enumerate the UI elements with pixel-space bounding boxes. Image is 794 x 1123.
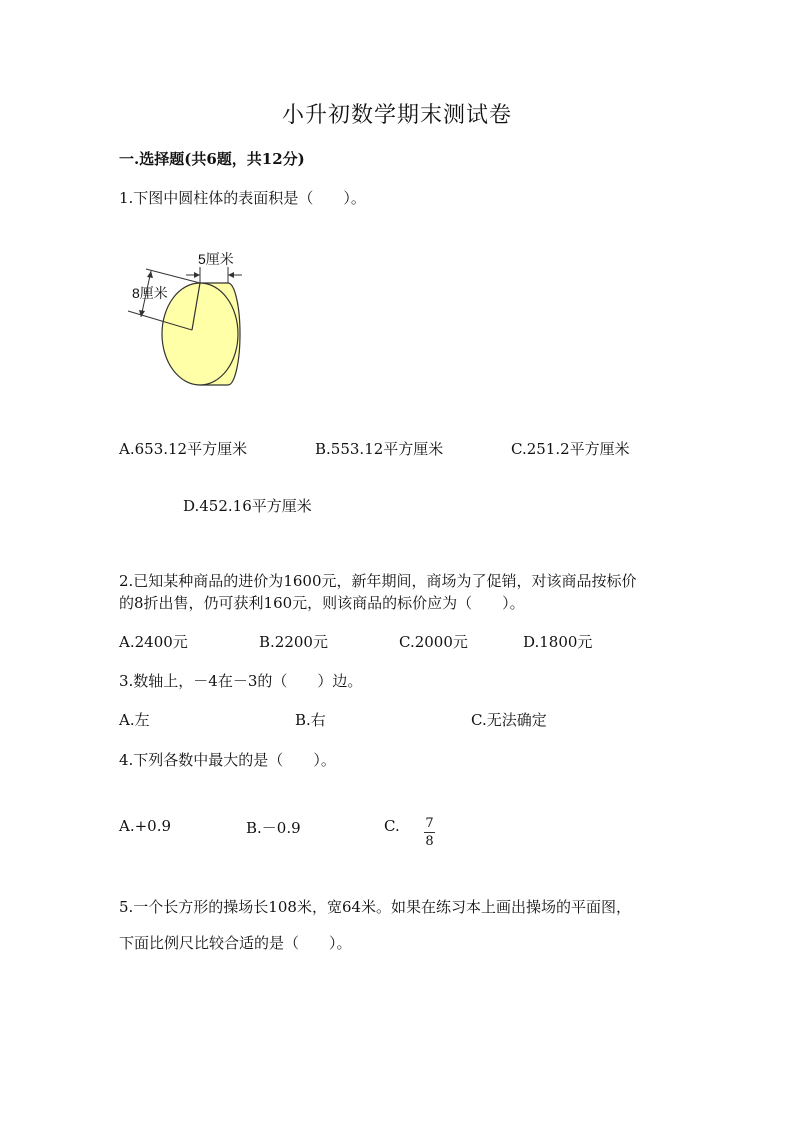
q3-option-a: A.左	[119, 711, 150, 729]
q4-option-c-fraction	[424, 812, 435, 849]
q3-option-c: C.无法确定	[471, 711, 547, 729]
question-3-stem: 3.数轴上，－4在－3的（ ）边。	[119, 672, 363, 690]
cylinder-figure	[118, 245, 248, 395]
q3-option-b: B.右	[295, 711, 326, 729]
q2-option-d: D.1800元	[523, 633, 593, 651]
q2-option-b: B.2200元	[259, 633, 328, 651]
cylinder-front-face	[162, 283, 238, 385]
q1-option-b: B.553.12平方厘米	[315, 440, 444, 458]
fraction-denominator: 8	[425, 834, 434, 849]
q1-option-d: D.452.16平方厘米	[183, 497, 312, 515]
cylinder-radius-label: 8厘米	[132, 285, 168, 301]
cylinder-height-label: 5厘米	[198, 251, 234, 267]
section-heading: 一.选择题(共6题，共12分)	[119, 150, 305, 168]
q1-option-c: C.251.2平方厘米	[511, 440, 630, 458]
q2-option-a: A.2400元	[119, 633, 188, 651]
q4-option-a: A.+0.9	[119, 817, 172, 835]
q1-option-a: A.653.12平方厘米	[119, 440, 248, 458]
question-4-stem: 4.下列各数中最大的是（ ）。	[119, 751, 336, 769]
question-2-line-1: 2.已知某种商品的进价为1600元，新年期间，商场为了促销，对该商品按标价	[119, 572, 637, 590]
q2-option-c: C.2000元	[399, 633, 468, 651]
fraction-numerator: 7	[425, 816, 434, 831]
q4-option-b: B.－0.9	[246, 819, 301, 837]
fraction-bar	[424, 832, 435, 833]
question-2-line-2: 的8折出售，仍可获利160元，则该商品的标价应为（ ）。	[119, 594, 525, 612]
question-1-stem: 1.下图中圆柱体的表面积是（ ）。	[119, 189, 366, 207]
page-title: 小升初数学期末测试卷	[281, 103, 512, 128]
question-5-line-2: 下面比例尺比较合适的是（ ）。	[119, 934, 352, 952]
q4-option-c: C.	[384, 817, 400, 835]
question-5-line-1: 5.一个长方形的操场长108米，宽64米。如果在练习本上画出操场的平面图，	[119, 898, 632, 916]
